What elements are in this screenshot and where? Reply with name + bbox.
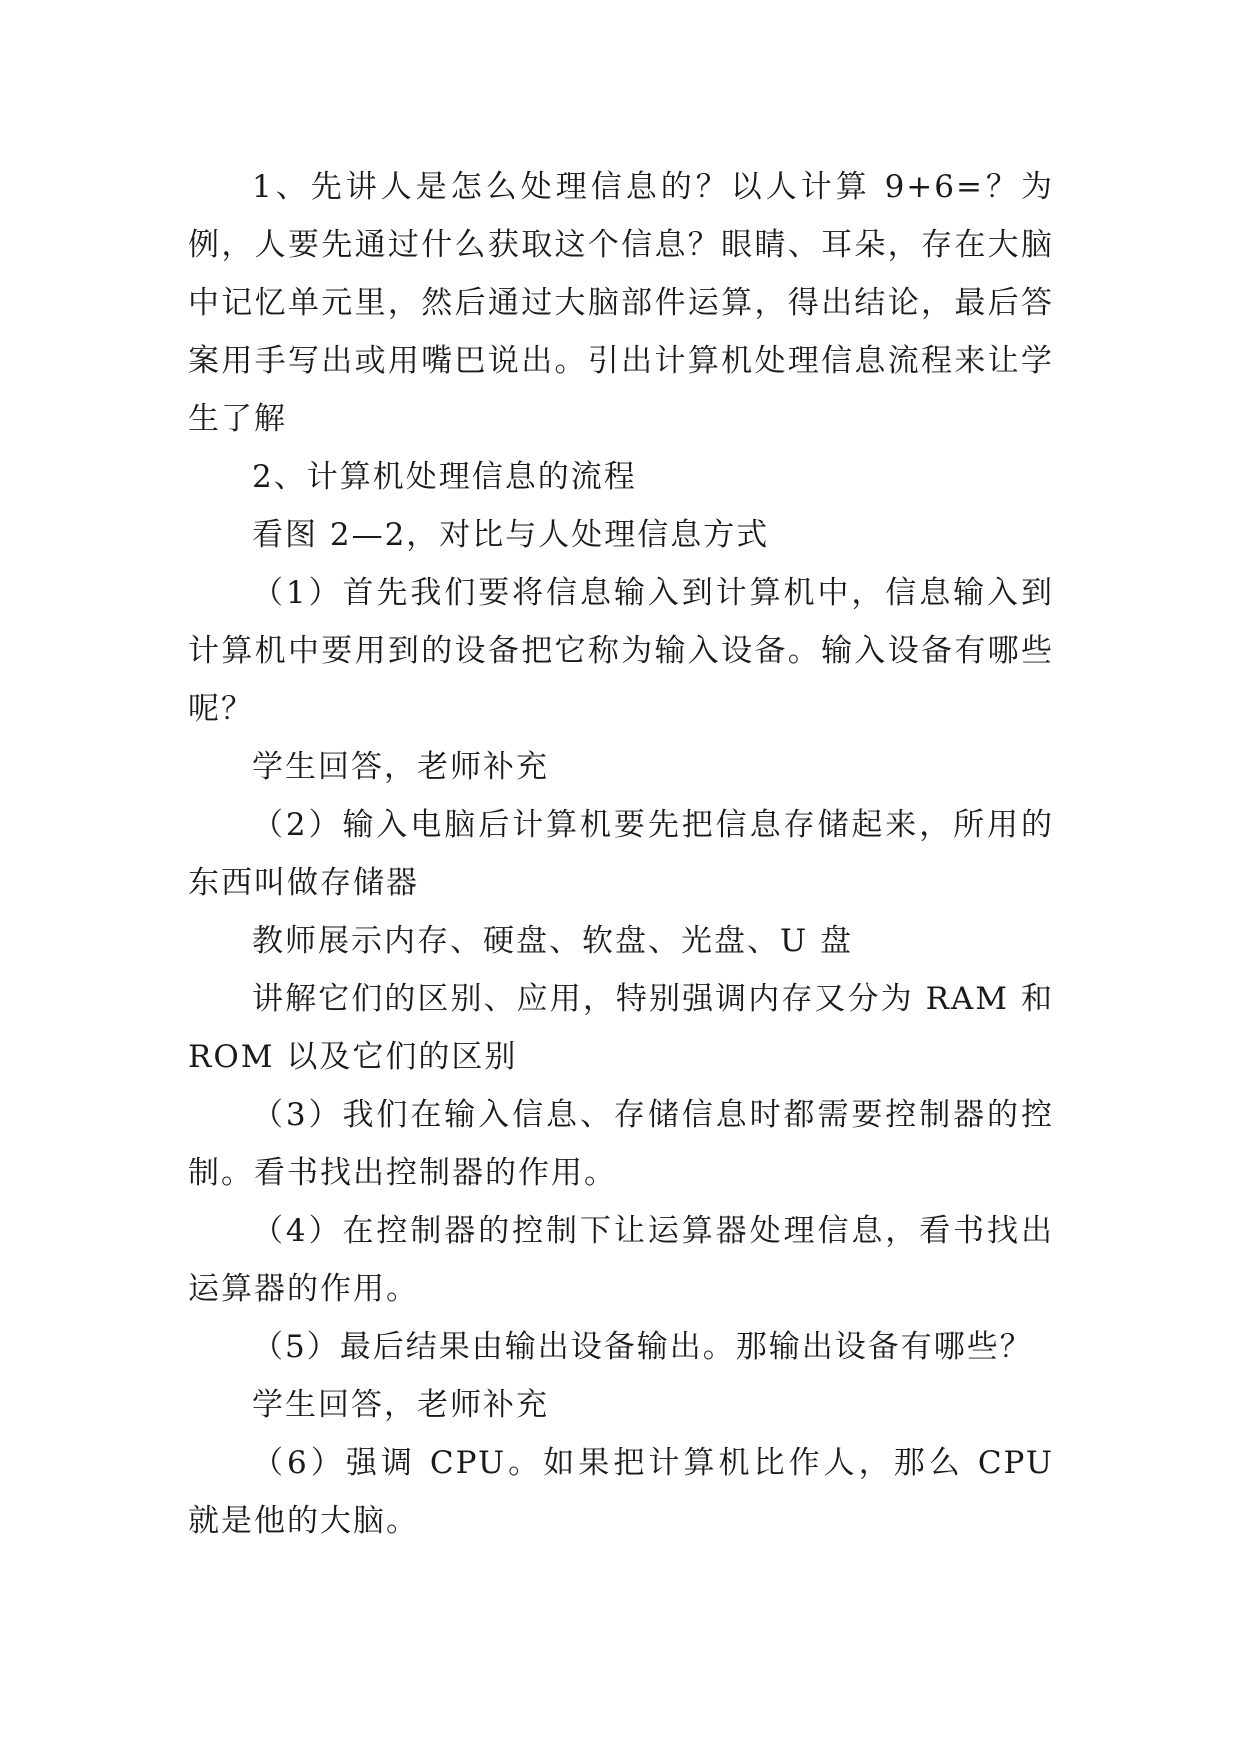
paragraph-step-6: （6）强调 CPU。如果把计算机比作人，那么 CPU 就是他的大脑。 — [188, 1445, 1054, 1539]
paragraph-student-answer-2: 学生回答，老师补充 — [252, 1387, 549, 1423]
paragraph-heading-flow: 2、计算机处理信息的流程 — [252, 459, 637, 495]
paragraph-student-answer: 学生回答，老师补充 — [252, 749, 549, 785]
paragraph-step-3: （3）我们在输入信息、存储信息时都需要控制器的控制。看书找出控制器的作用。 — [188, 1097, 1054, 1191]
paragraph-step-2: （2）输入电脑后计算机要先把信息存储起来，所用的东西叫做存储器 — [188, 807, 1054, 901]
paragraph-teacher-show: 教师展示内存、硬盘、软盘、光盘、U 盘 — [252, 923, 853, 959]
paragraph-step-4: （4）在控制器的控制下让运算器处理信息，看书找出运算器的作用。 — [188, 1213, 1054, 1307]
paragraph-see-figure: 看图 2—2，对比与人处理信息方式 — [252, 517, 770, 553]
paragraph-step-5: （5）最后结果由输出设备输出。那输出设备有哪些？ — [252, 1329, 1033, 1365]
document-body — [188, 158, 1054, 1550]
paragraph-step-1: （1）首先我们要将信息输入到计算机中，信息输入到计算机中要用到的设备把它称为输入设备。输入设备有哪些呢？ — [188, 575, 1054, 727]
paragraph-intro: 1、先讲人是怎么处理信息的？以人计算 9+6=？为例，人要先通过什么获取这个信息？眼睛、耳朵，存在大脑中记忆单元里，然后通过大脑部件运算，得出结论，最后答案用手写出或用嘴巴说出。引出计算机处理信息流程来让学生了解 — [188, 169, 1054, 437]
paragraph-explain-memory: 讲解它们的区别、应用，特别强调内存又分为 RAM 和 ROM 以及它们的区别 — [188, 981, 1054, 1075]
